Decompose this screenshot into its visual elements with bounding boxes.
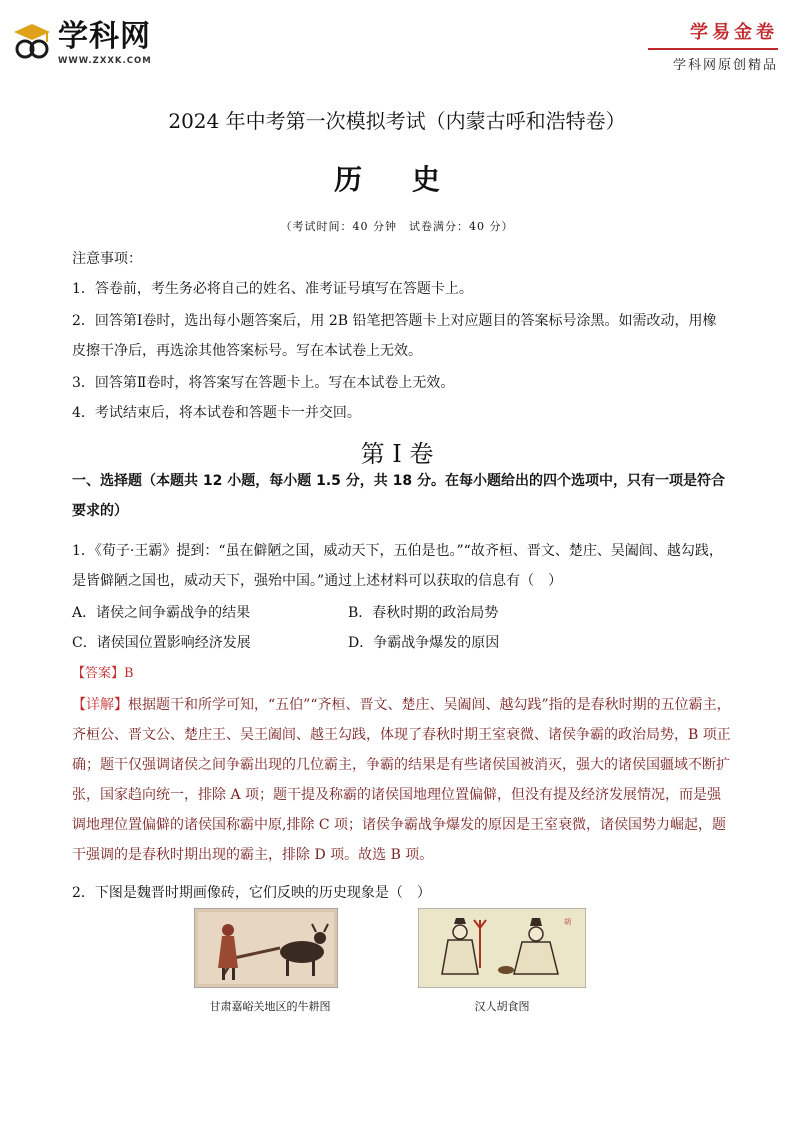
brick-inscription: 胡: [564, 918, 571, 926]
exam-title: 2024 年中考第一次模拟考试（内蒙古呼和浩特卷）: [168, 109, 626, 133]
notice-title: 注意事项：: [72, 251, 142, 267]
logo-text: 学科网: [58, 19, 151, 54]
brand-divider: [648, 48, 778, 50]
exam-info: （考试时间：40 分钟 试卷满分：40 分）: [280, 220, 514, 233]
detail-text: 根据题干和所学可知，“五伯”“齐桓、晋文、楚庄、吴阖闾、越勾践”指的是春秋时期的五位霸主，齐桓公、晋文公、楚庄王、吴王阖闾、越王勾践，体现了春秋时期王室衰微、诸侯争霸的政治局势，B 项正确；题干仅强调诸侯之间争霸出现的几位霸主，争霸的结果是有些诸侯国被消灭，强大的诸侯国疆域不断扩张，国家趋向统一，排除 A 项；题干提及称霸的诸侯国地理位置偏僻，但没有提及经济发展情况，而是强调地理位置偏僻的诸侯国称霸中原,排除 C 项；诸侯争霸战争爆发的原因是王室衰微，诸侯国势力崛起，题干强调的是春秋时期出现的霸主，排除 D 项。故选 B 项。: [72, 697, 731, 863]
option-a: A．诸侯之间争霸战争的结果: [72, 605, 251, 621]
option-d: D．争霸战争爆发的原因: [348, 635, 500, 651]
detail-tag: 【详解】: [72, 697, 128, 713]
notice-item: 2．回答第Ⅰ卷时，选出每小题答案后，用 2B 铅笔把答题卡上对应题目的答案标号涂黑。如需改动，用橡皮擦干净后，再选涂其他答案标号。写在本试卷上无效。: [72, 313, 717, 359]
subject-title: 历 史: [334, 163, 460, 196]
option-b: B．春秋时期的政治局势: [348, 605, 499, 621]
section-heading: 一、选择题（本题共 12 小题，每小题 1.5 分，共 18 分。在每小题给出的四个选项中，只有一项是符合要求的）: [72, 473, 726, 519]
notice-item: 1．答卷前，考生务必将自己的姓名、准考证号填写在答题卡上。: [72, 281, 473, 297]
brand-title: 学易金卷: [690, 22, 778, 43]
question-stem: 2．下图是魏晋时期画像砖，它们反映的历史现象是（ ）: [72, 885, 431, 901]
option-c: C．诸侯国位置影响经济发展: [72, 635, 251, 651]
question-stem: 1．《荀子·王霸》提到：“虽在僻陋之国，威动天下，五伯是也。”“故齐桓、晋文、楚庄、吴阖闾、越勾践，是皆僻陋之国也，威动天下，强殆中国。”通过上述材料可以获取的信息有（ ）: [72, 543, 723, 589]
brand-subtitle: 学科网原创精品: [672, 58, 778, 73]
answer-tag: 【答案】: [72, 666, 125, 681]
ox-plowing-brick-image: [194, 908, 338, 988]
logo-url: WWW.ZXXK.COM: [58, 56, 152, 66]
brand-block: [638, 18, 778, 73]
notice-item: 3．回答第Ⅱ卷时，将答案写在答题卡上。写在本试卷上无效。: [72, 375, 455, 391]
image-caption: 汉人胡食图: [474, 1000, 530, 1013]
scholar-logo-icon: [12, 22, 52, 62]
image-caption: 甘肃嘉峪关地区的牛耕图: [209, 1000, 331, 1013]
han-hu-food-brick-image: [418, 908, 586, 988]
site-logo: [12, 20, 172, 72]
volume-heading: 第 I 卷: [360, 440, 434, 468]
answer-value: B: [124, 666, 134, 681]
answer-explanation: [72, 690, 732, 870]
answer-line: [72, 662, 134, 681]
notice-item: 4．考试结束后，将本试卷和答题卡一并交回。: [72, 405, 361, 421]
